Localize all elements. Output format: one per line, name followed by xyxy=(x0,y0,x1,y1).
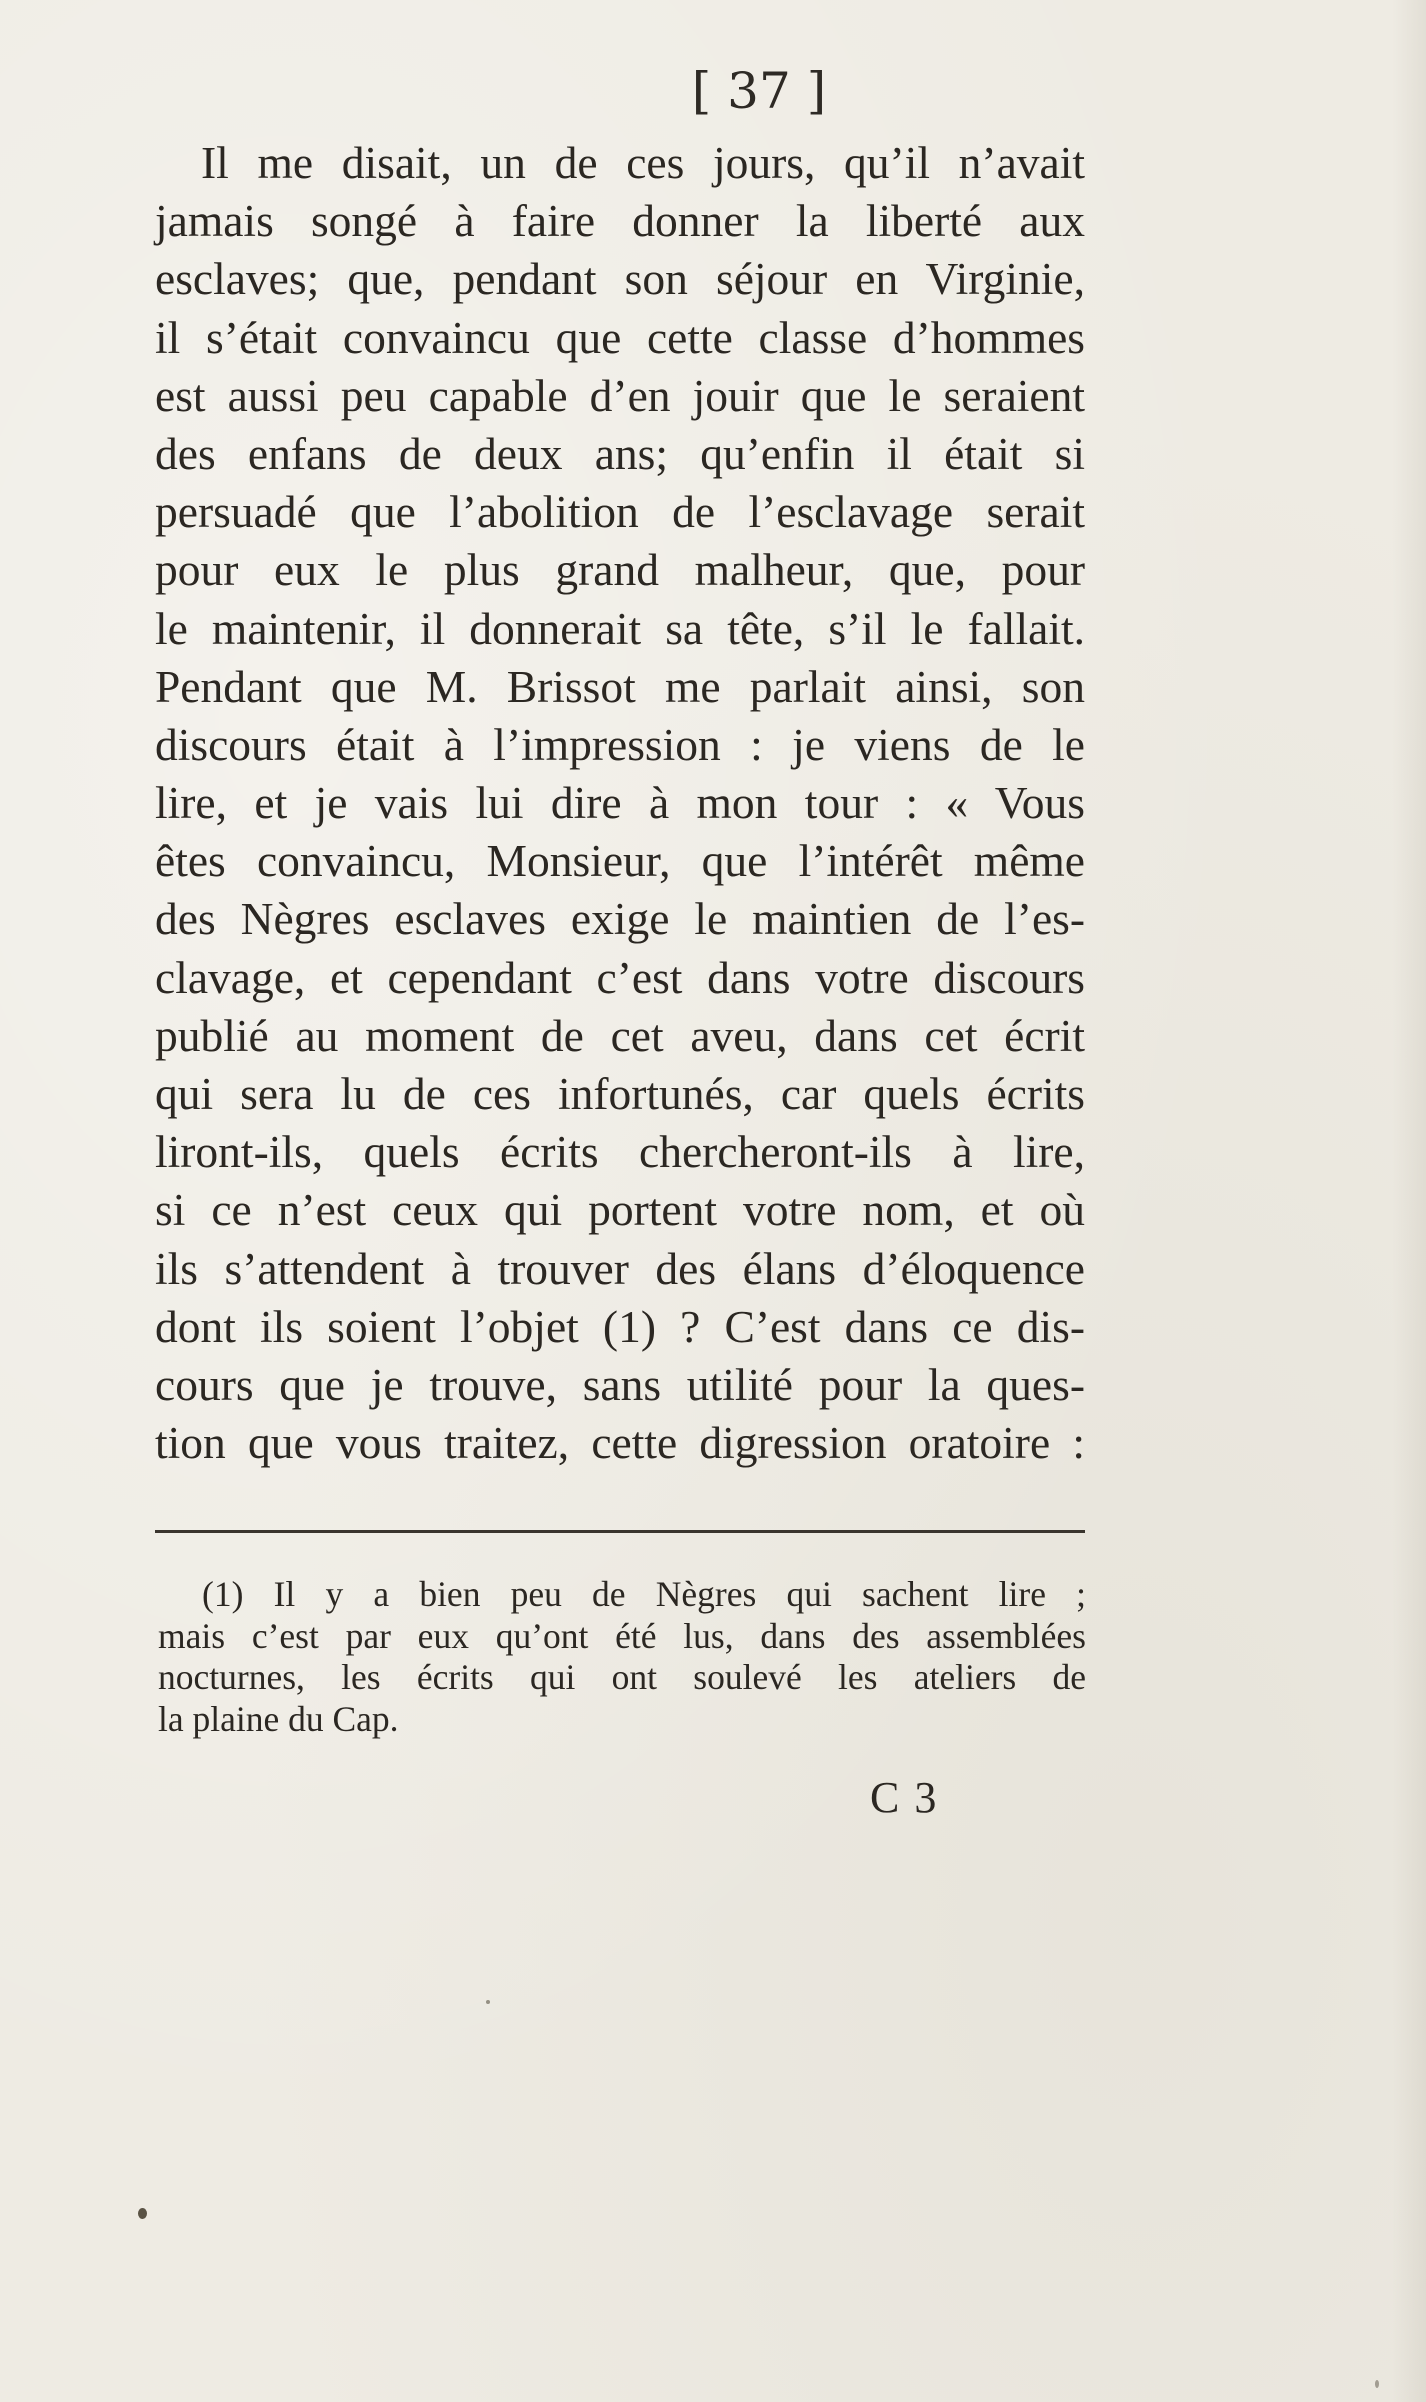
text-line: esclaves; que, pendant son séjour en Virginie, xyxy=(155,253,1085,305)
text-line: est aussi peu capable d’en jouir que le seraient xyxy=(155,369,1085,421)
footnote xyxy=(158,1574,1086,1740)
paper-speck xyxy=(138,2208,147,2219)
text-line: êtes convaincu, Monsieur, que l’intérêt même xyxy=(155,835,1085,887)
paper-speck xyxy=(1375,2380,1379,2388)
text-line: discours était à l’impression : je viens de le xyxy=(155,718,1085,770)
text-line: des Nègres esclaves exige le maintien de l’es- xyxy=(155,893,1085,945)
text-line: qui sera lu de ces infortunés, car quels écrits xyxy=(155,1068,1085,1119)
text-line: Pendant que M. Brissot me parlait ainsi, son xyxy=(155,660,1085,712)
paper-speck xyxy=(486,2000,490,2004)
footnote-separator-rule xyxy=(155,1530,1085,1533)
text-line: publié au moment de cet aveu, dans cet écrit xyxy=(155,1009,1085,1061)
page-number: [ 37 ] xyxy=(691,62,827,120)
text-line: le maintenir, il donnerait sa tête, s’il le fallait. xyxy=(155,602,1085,654)
text-line: lire, et je vais lui dire à mon tour : « Vous xyxy=(155,777,1085,829)
text-line: tion que vous traitez, cette digression oratoire : xyxy=(155,1417,1085,1469)
footnote-line: (1) Il y a bien peu de Nègres qui sachent lire ; xyxy=(202,1574,1086,1614)
main-text xyxy=(155,134,1085,1472)
text-line: persuadé que l’abolition de l’esclavage serait xyxy=(155,486,1085,538)
text-line: pour eux le plus grand malheur, que, pour xyxy=(155,544,1085,596)
text-line: liront-ils, quels écrits chercheront-ils à lire, xyxy=(155,1126,1085,1178)
text-line: jamais songé à faire donner la liberté aux xyxy=(155,195,1085,247)
text-line: cours que je trouve, sans utilité pour la ques- xyxy=(155,1358,1085,1410)
text-line: des enfans de deux ans; qu’enfin il était si xyxy=(155,427,1085,479)
text-line: dont ils soient l’objet (1) ? C’est dans ce dis- xyxy=(155,1300,1085,1352)
footnote-line: mais c’est par eux qu’ont été lus, dans des assemblées xyxy=(158,1615,1086,1656)
text-line: clavage, et cependant c’est dans votre discours xyxy=(155,951,1085,1003)
footnote-line: la plaine du Cap. xyxy=(158,1698,399,1739)
footnote-line: nocturnes, les écrits qui ont soulevé les ateliers de xyxy=(158,1657,1086,1697)
text-line: si ce n’est ceux qui portent votre nom, et où xyxy=(155,1184,1085,1236)
page-edge-shadow xyxy=(1392,0,1426,2402)
text-line: Il me disait, un de ces jours, qu’il n’avait xyxy=(201,137,1085,188)
signature-mark: C 3 xyxy=(870,1773,939,1822)
text-line: il s’était convaincu que cette classe d’hommes xyxy=(155,311,1085,363)
text-line: ils s’attendent à trouver des élans d’éloquence xyxy=(155,1242,1085,1294)
